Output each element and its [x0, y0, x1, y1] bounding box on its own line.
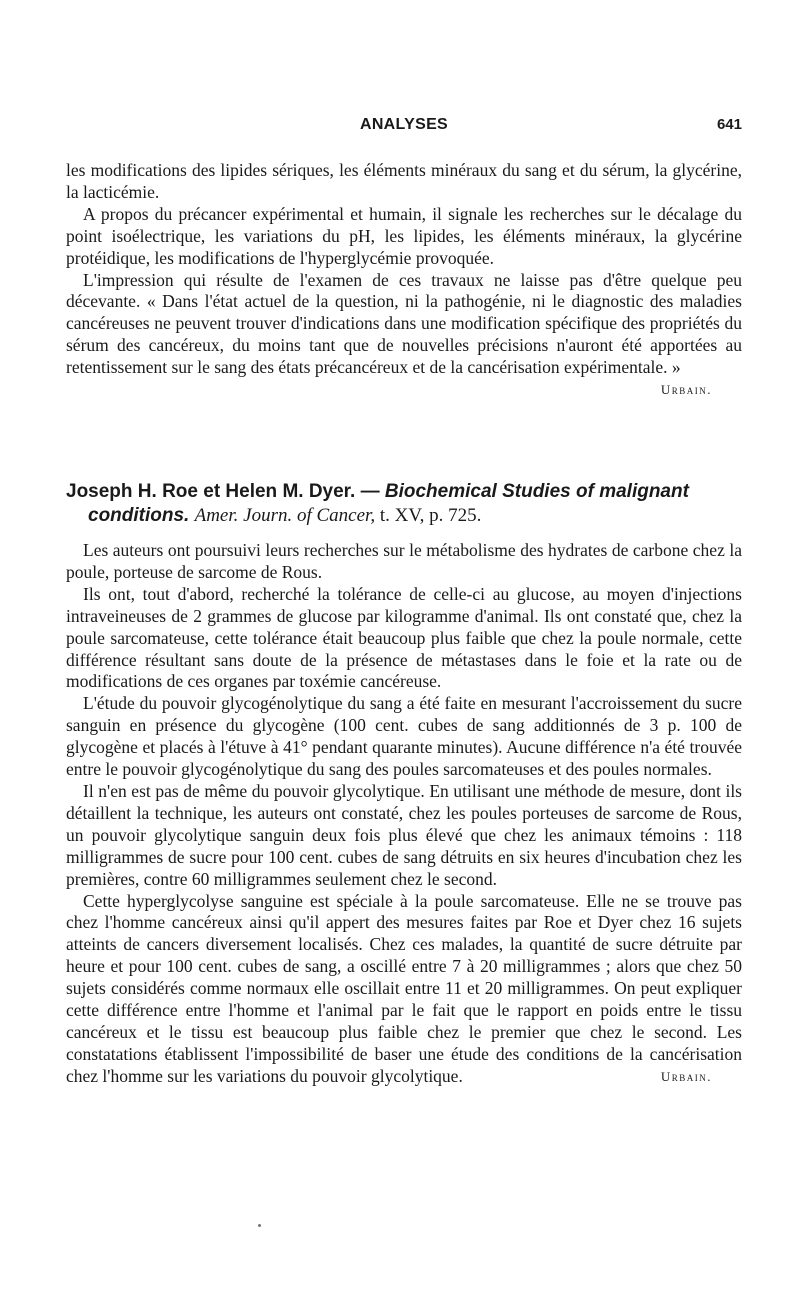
review-continued: [66, 160, 742, 401]
reviewer-signature: Urbain.: [660, 1068, 712, 1084]
reviewer-signature: Urbain.: [660, 382, 712, 398]
article-title: Biochemical Studies of malignant conditions.: [88, 481, 689, 526]
paragraph: Il n'en est pas de même du pouvoir glycolytique. En utilisant une méthode de mesure, dont ils détaillent la technique, les auteurs ont constaté, chez les poules porteuses de sarcome de Rous, un pouvoir glycolytique sanguin deux fois plus élevé que chez les animaux témoins : 118 milligrammes de sucre pour 100 cent. cubes de sang détruits en six heures d'incubation chez les premières, contre 60 milligrammes seulement chez le second.: [66, 780, 742, 889]
paragraph: Les auteurs ont poursuivi leurs recherches sur le métabolisme des hydrates de carbone chez la poule, porteuse de sarcome de Rous.: [66, 540, 742, 582]
running-title: ANALYSES: [359, 116, 449, 133]
running-header: [66, 116, 742, 140]
paragraph: L'impression qui résulte de l'examen de ces travaux ne laisse pas d'être quelque peu décevante. « Dans l'état actuel de la question, ni la pathogénie, ni le diagnostic des maladies cancéreuses ne peuvent trouver d'indications dans une modification spécifique des propriétés du sérum des cancéreux, du moins tant que de nouvelles précisions n'auront été apportées au retentissement sur le sang des états précancéreux et de la cancérisation expérimentale. »: [66, 269, 742, 378]
citation-dash: —: [360, 481, 380, 502]
paragraph: L'étude du pouvoir glycogénolytique du sang a été faite en mesurant l'accroissement du sucre sanguin en présence du glycogène (100 cent. cubes de sang additionnés de 3 p. 100 de glycogène et placés à l'étuve à 41° pendant quarante minutes). Aucune différence n'a été trouvée entre le pouvoir glycogénolytique du sang des poules sarcomateuses et des poules normales.: [66, 693, 742, 780]
print-speck: [258, 1224, 261, 1227]
article-authors: Joseph H. Roe et Helen M. Dyer.: [66, 481, 356, 502]
journal-volume: t. XV, p. 725.: [379, 505, 482, 526]
page-number: 641: [716, 116, 742, 133]
paragraph: A propos du précancer expérimental et humain, il signale les recherches sur le décalage du point isoélectrique, les variations du pH, les lipides, les éléments minéraux, la glycérine protéidique, les modifications de l'hyperglycémie provoquée.: [66, 203, 742, 268]
review-body: [66, 540, 742, 1088]
journal-name: Amer. Journ. of Cancer,: [194, 505, 376, 526]
paragraph: Cette hyperglycolyse sanguine est spéciale à la poule sarcomateuse. Elle ne se trouve pas chez l'homme cancéreux ainsi qu'il appert des mesures faites par Roe et Dyer chez 16 sujets atteints de cancers diversement localisés. Chez ces malades, la quantité de sucre détruite par heure et pour 100 cent. cubes de sang, a oscillé entre 7 à 20 milligrammes ; alors que chez 50 sujets considérés comme normaux elle oscillait entre 11 et 20 milligrammes. On peut expliquer cette différence entre l'homme et l'animal par le fait que le rapport en poids entre le tissu cancéreux et le tissu est beaucoup plus faible chez le premier que chez le second. Les constatations établissent l'impossibilité de baser une étude des conditions de la cancérisation chez l'homme sur les variations du pouvoir glycolytique.: [66, 890, 742, 1086]
article-citation: [66, 480, 764, 528]
paragraph: les modifications des lipides sériques, les éléments minéraux du sang et du sérum, la glycérine, la lacticémie.: [66, 160, 742, 202]
paragraph: Ils ont, tout d'abord, recherché la tolérance de celle-ci au glucose, au moyen d'injections intraveineuses de 2 grammes de glucose par kilogramme d'animal. Ils ont constaté que, chez la poule sarcomateuse, cette tolérance était beaucoup plus faible que chez la poule normale, cette différence résultant sans doute de la présence de métastases dans le foie et la rate ou de modifications de ces organes par toxémie cancéreuse.: [66, 583, 742, 692]
